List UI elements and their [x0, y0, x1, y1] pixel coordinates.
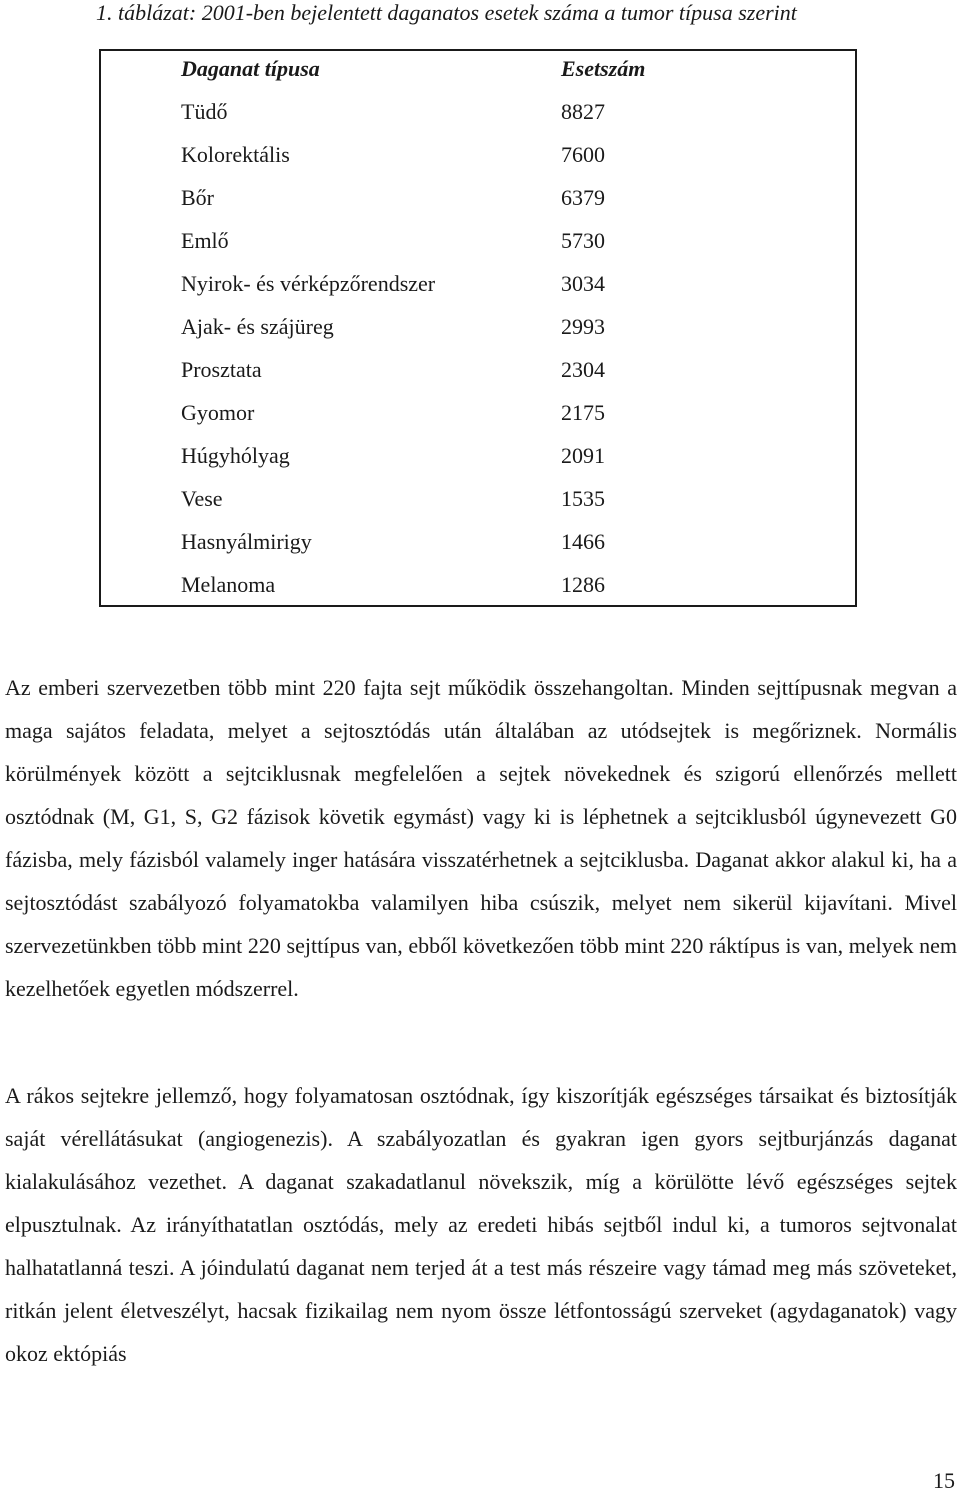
- tumor-type-cell: Prosztata: [181, 357, 262, 382]
- case-count-cell: 8827: [561, 99, 605, 124]
- page-number: 15: [933, 1468, 955, 1493]
- body-paragraph: Az emberi szervezetben több mint 220 fajta sejt működik összehangoltan. Minden sejttípusnak megvan a maga sajátos feladata, melyet a sejtosztódás után általában az utódsejtek is megőriznek. Normális körülmények között a sejtciklusnak megfelelően a sejtek növekednek és szigorú ellenőrzés mellett osztódnak (M, G1, S, G2 fázisok követik egymást) vagy ki is léphetnek a sejtciklusból úgynevezett G0 fázisba, mely fázisból valamely inger hatására visszatérhetnek a sejtciklusba. Daganat akkor alakul ki, ha a sejtosztódást szabályozó folyamatokba valamilyen hiba csúszik, melyet nem sikerül kijavítani. Mivel szervezetünkben több mint 220 sejttípus van, ebből következően több mint 220 ráktípus is van, melyek nem kezelhetőek egyetlen módszerrel.: [5, 675, 957, 1001]
- tumor-type-cell: Bőr: [181, 185, 214, 210]
- tumor-type-cell: Ajak- és szájüreg: [181, 314, 334, 339]
- case-count-cell: 1286: [561, 572, 605, 597]
- tumor-type-cell: Melanoma: [181, 572, 276, 597]
- case-count-cell: 2304: [561, 357, 605, 382]
- tumor-type-cell: Gyomor: [181, 400, 255, 425]
- tumor-type-cell: Hasnyálmirigy: [181, 529, 312, 554]
- tumor-type-cell: Vese: [181, 486, 223, 511]
- case-count-cell: 2993: [561, 314, 605, 339]
- column-header-tumor-type: Daganat típusa: [181, 56, 320, 81]
- tumor-type-cell: Nyirok- és vérképzőrendszer: [181, 271, 436, 296]
- case-count-cell: 6379: [561, 185, 605, 210]
- case-count-cell: 5730: [561, 228, 605, 253]
- tumor-type-cell: Emlő: [181, 228, 229, 253]
- case-count-cell: 2091: [561, 443, 605, 468]
- body-paragraph: A rákos sejtekre jellemző, hogy folyamatosan osztódnak, így kiszorítják egészséges társaikat és biztosítják saját vérellátásukat (angiogenezis). A szabályozatlan és gyakran igen gyors sejtburjánzás daganat kialakulásához vezethet. A daganat szakadatlanul növekszik, míg a körülötte lévő egészséges sejtek elpusztulnak. Az irányíthatatlan osztódás, mely az eredeti hibás sejtből indul ki, a tumoros sejtvonalat halhatatlanná teszi. A jóindulatú daganat nem terjed át a test más részeire vagy támad meg más szöveteket, ritkán jelent életveszélyt, hacsak fizikailag nem nyom össze létfontosságú szerveket (agydaganatok) vagy okoz ektópiás: [5, 1083, 957, 1366]
- cancer-cases-table: [99, 49, 857, 607]
- tumor-type-cell: Húgyhólyag: [181, 443, 290, 468]
- case-count-cell: 1535: [561, 486, 605, 511]
- case-count-cell: 3034: [561, 271, 605, 296]
- tumor-type-cell: Kolorektális: [181, 142, 290, 167]
- case-count-cell: 7600: [561, 142, 605, 167]
- column-header-case-count: Esetszám: [561, 56, 646, 81]
- case-count-cell: 1466: [561, 529, 605, 554]
- table-caption: 1. táblázat: 2001-ben bejelentett daganatos esetek száma a tumor típusa szerint: [96, 0, 797, 25]
- tumor-type-cell: Tüdő: [181, 99, 228, 124]
- case-count-cell: 2175: [561, 400, 605, 425]
